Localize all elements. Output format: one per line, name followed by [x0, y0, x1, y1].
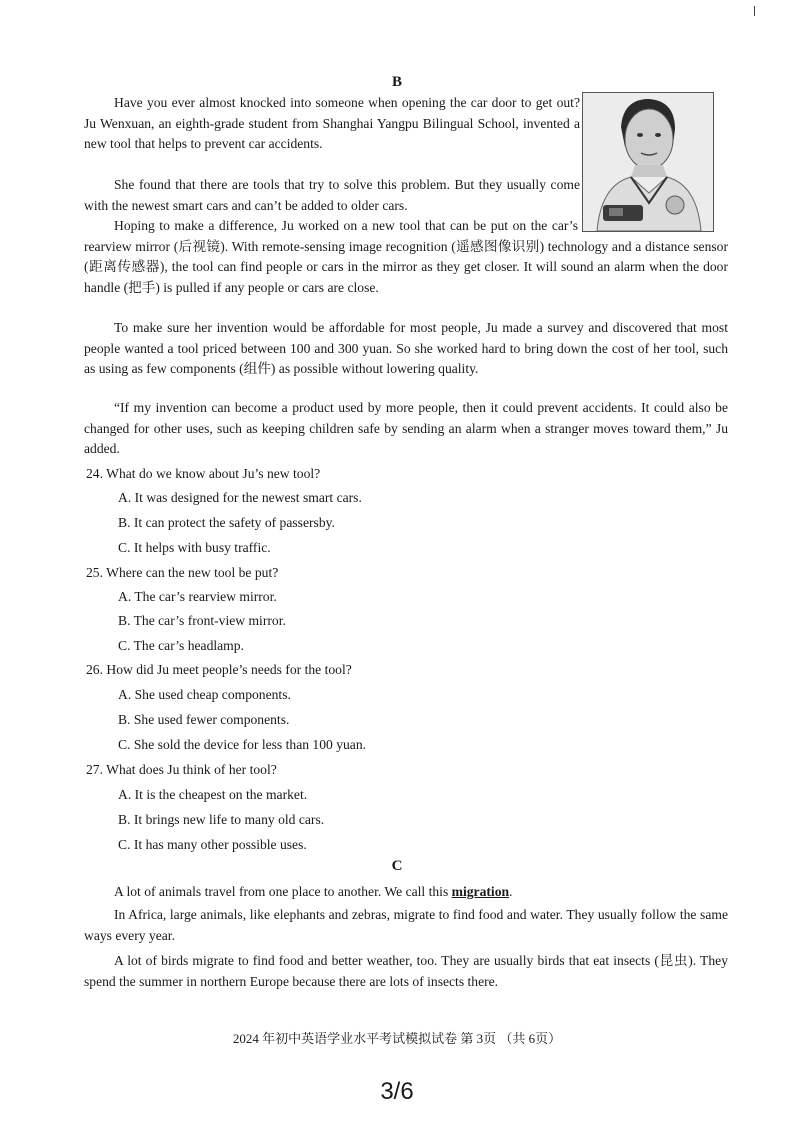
section-b-title: B — [391, 74, 402, 90]
question-26: 26. How did Ju meet people’s needs for the tool? — [86, 662, 352, 677]
question-24-option-b[interactable]: B. It can protect the safety of passersby. — [118, 515, 335, 530]
scan-mark — [754, 6, 755, 16]
passage-b-paragraph-2: She found that there are tools that try to solve this problem. But they usually come with the newest smart cars and can’t be added to older cars. — [84, 177, 580, 213]
question-24-option-a[interactable]: A. It was designed for the newest smart cars. — [118, 490, 362, 505]
passage-b-paragraph-5: “If my invention can become a product used by more people, then it could prevent accidents. It could also be changed for other uses, such as keeping children safe by sending an alarm when a stranger moves toward them,” Ju added. — [84, 400, 728, 456]
passage-b-paragraph-3: Hoping to make a difference, Ju worked on a new tool that can be put on the car’s rearview mirror (后视镜). With remote-sensing image recognition (遥感图像识别) technology and a distance sensor (距离传感器), the tool can find people or cars in the mirror as they get closer. It will sound an alarm when the door handle (把手) is pulled if any people or cars are close. — [84, 218, 728, 295]
question-27: 27. What does Ju think of her tool? — [86, 762, 277, 777]
question-27-option-b[interactable]: B. It brings new life to many old cars. — [118, 812, 325, 827]
question-24: 24. What do we know about Ju’s new tool? — [86, 466, 321, 481]
question-25-option-b[interactable]: B. The car’s front-view mirror. — [118, 613, 286, 628]
question-26-option-b[interactable]: B. She used fewer components. — [118, 712, 290, 727]
question-25-option-a[interactable]: A. The car’s rearview mirror. — [118, 589, 277, 604]
question-27-option-c[interactable]: C. It has many other possible uses. — [118, 837, 307, 852]
passage-c-paragraph-1: A lot of animals travel from one place to another. We call this migration. — [114, 884, 513, 899]
page-footer: 2024 年初中英语学业水平考试模拟试卷 第 3页 （共 6页） — [232, 1031, 562, 1046]
student-photo — [582, 92, 714, 232]
migration-term: migration — [451, 884, 510, 899]
question-24-option-c[interactable]: C. It helps with busy traffic. — [118, 540, 271, 555]
question-25: 25. Where can the new tool be put? — [86, 565, 279, 580]
question-25-option-c[interactable]: C. The car’s headlamp. — [118, 638, 244, 653]
page-indicator: 3/6 — [380, 1078, 414, 1105]
passage-c-paragraph-2: In Africa, large animals, like elephants and zebras, migrate to find food and water. They usually follow the same ways every year. — [84, 907, 728, 943]
passage-b-paragraph-1: Have you ever almost knocked into someone when opening the car door to get out? Ju Wenxuan, an eighth-grade student from Shanghai Yangpu Bilingual School, invented a new tool that helps to prevent car accidents. — [84, 95, 580, 151]
question-26-option-a[interactable]: A. She used cheap components. — [118, 687, 291, 702]
passage-c-paragraph-3: A lot of birds migrate to find food and better weather, too. They are usually birds that eat insects (昆虫). They spend the summer in northern Europe because there are lots of insects there. — [84, 953, 728, 989]
question-27-option-a[interactable]: A. It is the cheapest on the market. — [118, 787, 308, 802]
passage-b-paragraph-4: To make sure her invention would be affordable for most people, Ju made a survey and discovered that most people wanted a tool priced between 100 and 300 yuan. So she worked hard to bring down the cost of her tool, such as using as few components (组件) as possible without lowering quality. — [84, 320, 728, 376]
section-c-title: C — [391, 858, 403, 874]
question-26-option-c[interactable]: C. She sold the device for less than 100 yuan. — [118, 737, 367, 752]
